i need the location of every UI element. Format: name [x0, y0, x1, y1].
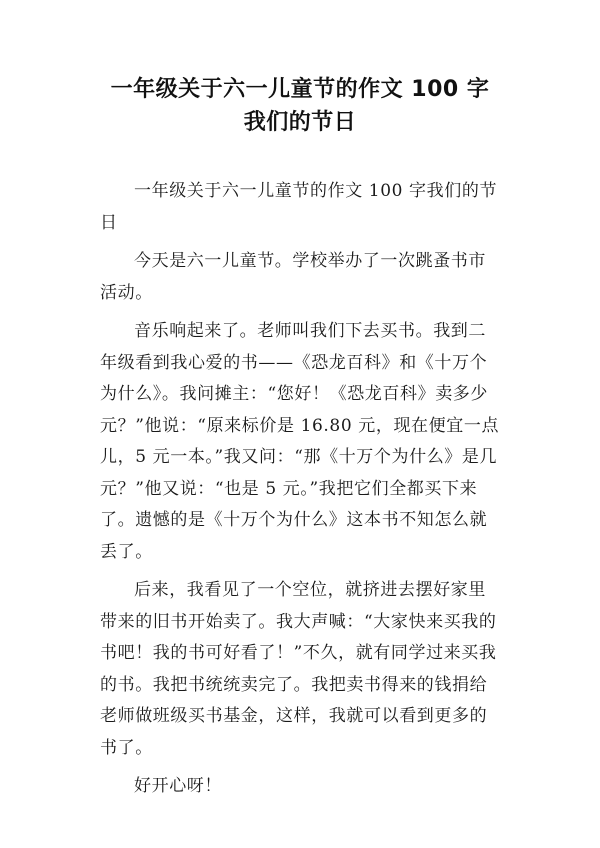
title-line-1: 一年级关于六一儿童节的作文 100 字	[110, 77, 490, 102]
paragraph: 音乐响起来了。老师叫我们下去买书。我到二年级看到我心爱的书——《恐龙百科》和《十万个为什么》。我问摊主：“您好！《恐龙百科》卖多少元？”他说：“原来标价是 16.80 元，现在便宜一点儿，5 元一本。”我又问：“那《十万个为什么》是几元？”他又说：“也是 5 元。”我把它们全都买下来了。遗憾的是《十万个为什么》这本书不知怎么就丢了。	[100, 321, 500, 562]
paragraph: 一年级关于六一儿童节的作文 100 字我们的节日	[100, 181, 498, 233]
paragraph: 后来，我看见了一个空位，就挤进去摆好家里带来的旧书开始卖了。我大声喊：“大家快来买我的书吧！我的书可好看了！”不久，就有同学过来买我的书。我把书统统卖完了。我把卖书得来的钱捐给老师做班级买书基金，这样，我就可以看到更多的书了。	[100, 580, 497, 758]
title-line-2: 我们的节日	[243, 110, 357, 135]
document-body	[100, 176, 502, 803]
paragraph: 今天是六一儿童节。学校举办了一次跳蚤书市活动。	[100, 251, 486, 303]
document-title	[60, 73, 540, 139]
paragraph: 好开心呀！	[134, 776, 222, 796]
